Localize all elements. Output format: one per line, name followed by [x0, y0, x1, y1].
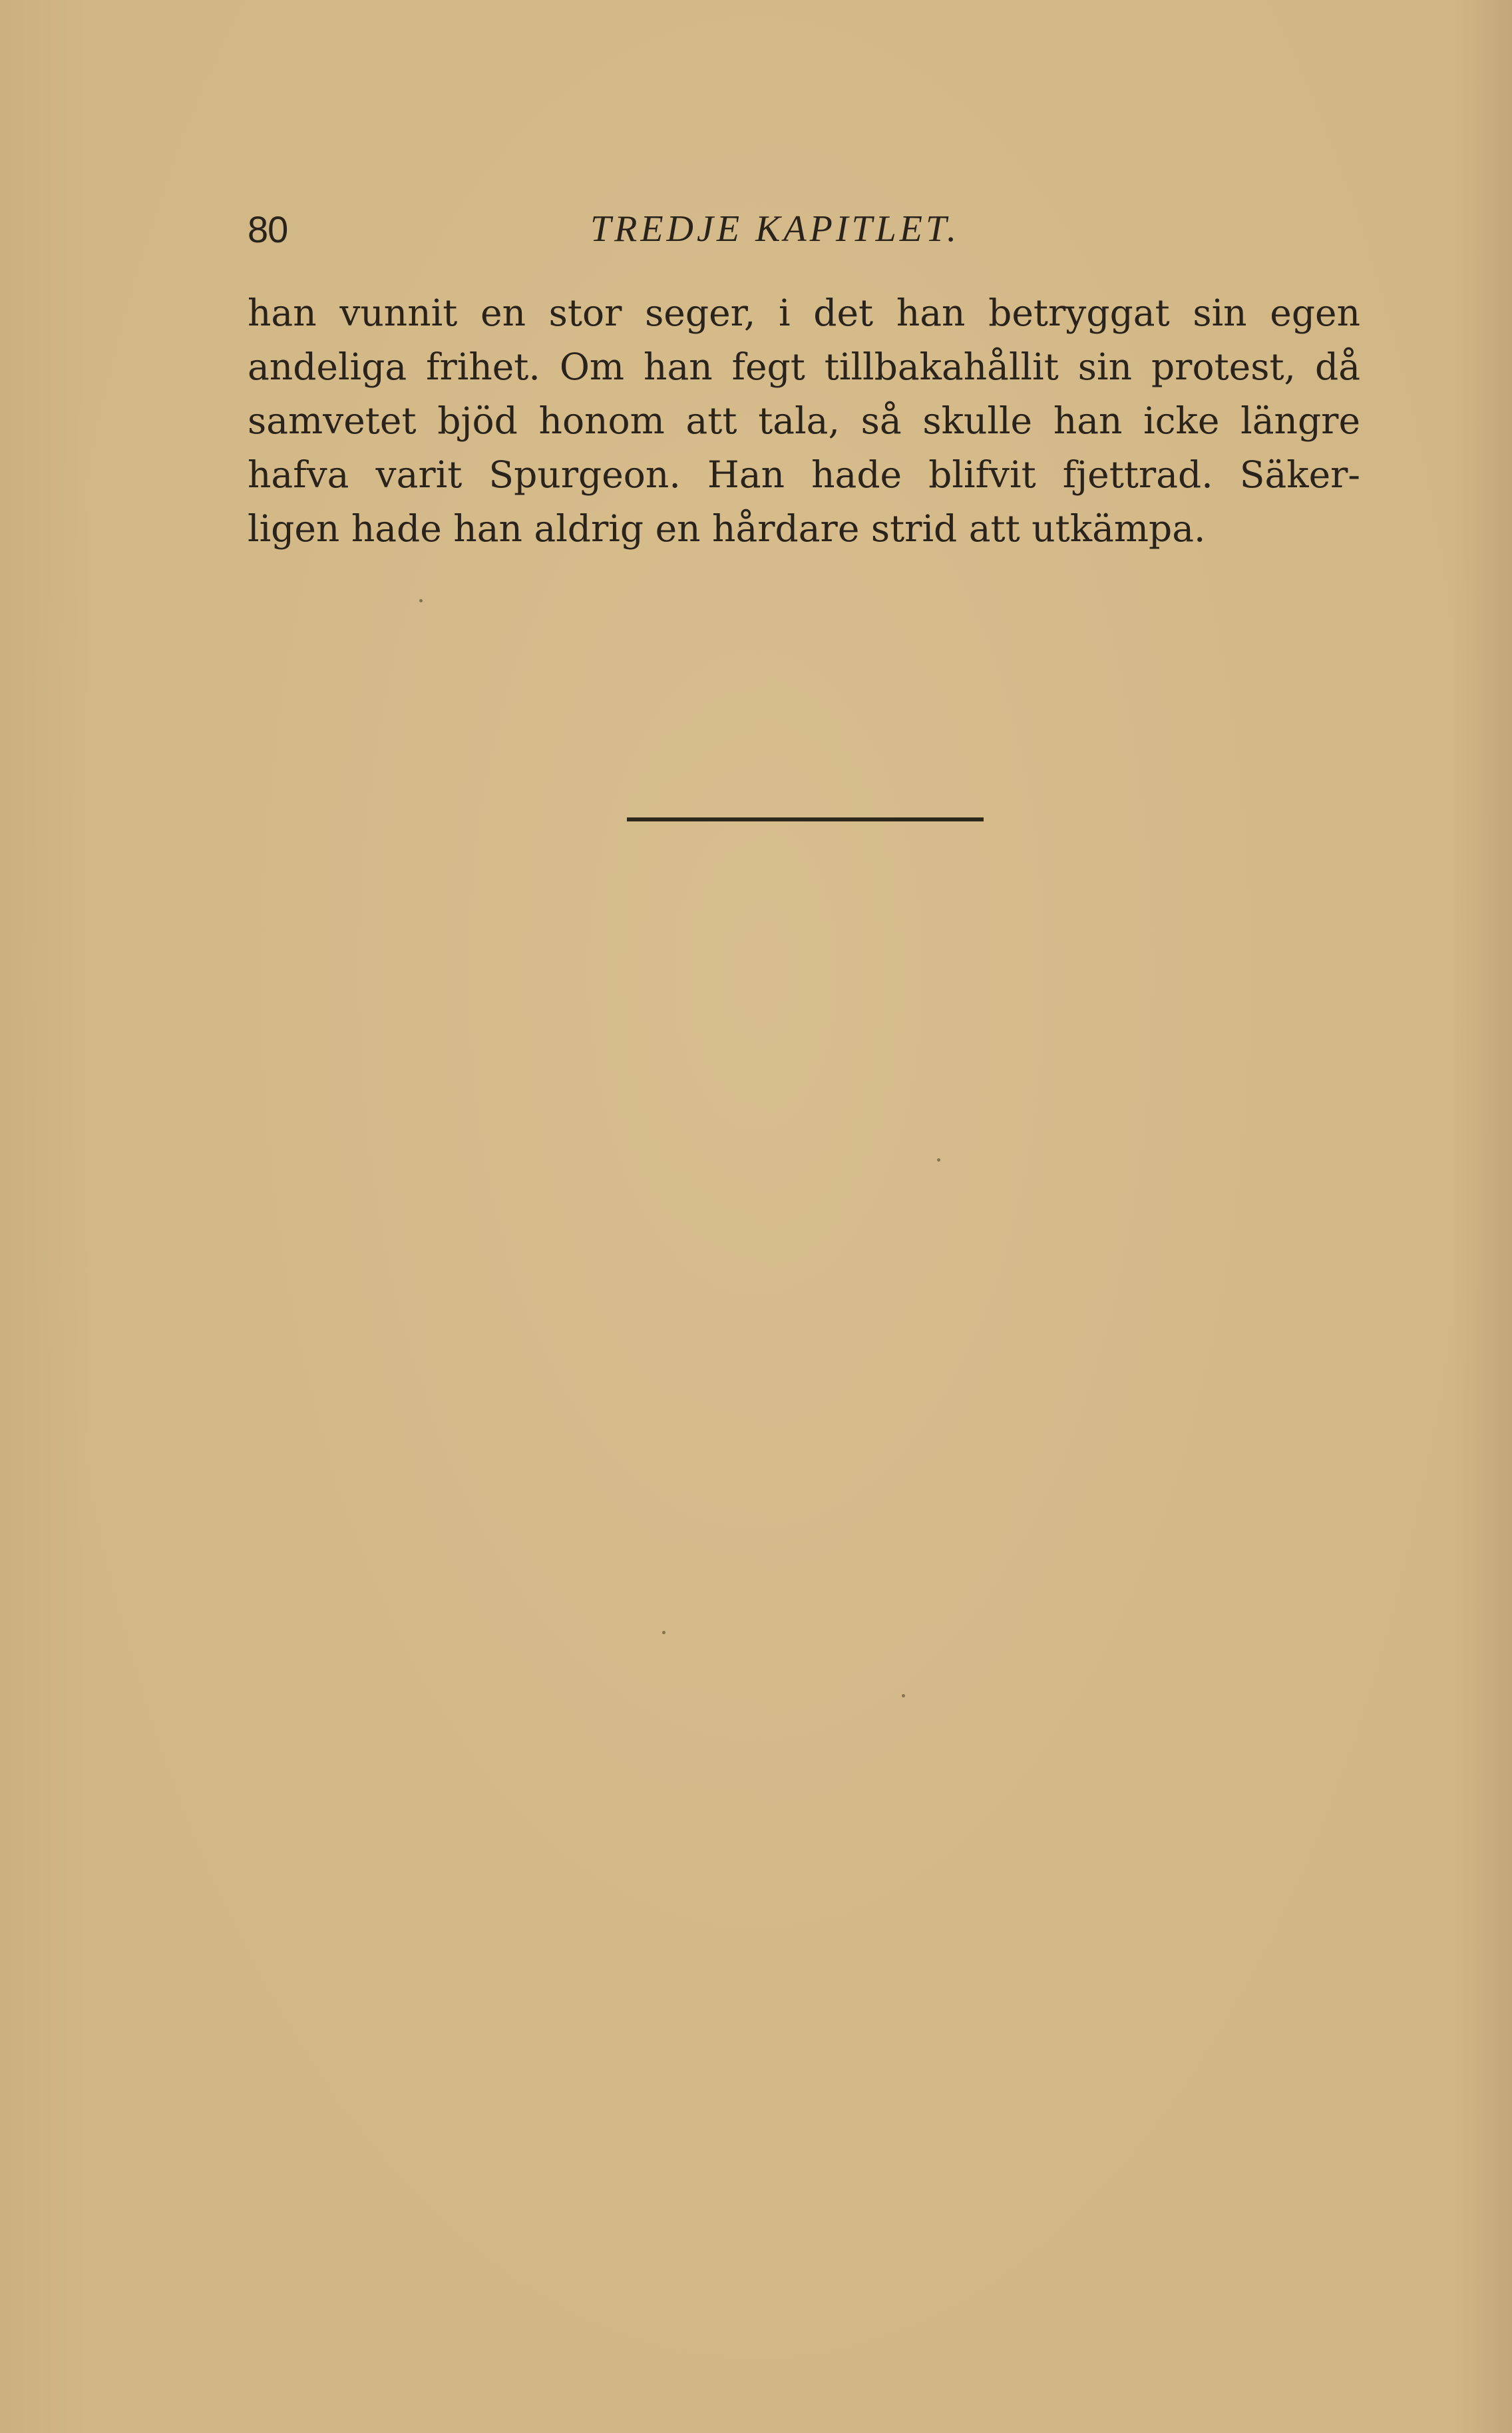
paper-speck — [419, 599, 423, 602]
text-line: andeliga frihet. Om han fegt tillbakahållit sin protest, då — [248, 345, 1360, 388]
section-end-rule — [627, 817, 984, 821]
text-line: han vunnit en stor seger, i det han betryggat sin egen — [248, 292, 1360, 334]
page-number: 80 — [248, 208, 288, 250]
running-head — [248, 208, 1366, 254]
text-line: ligen hade han aldrig en hårdare strid att utkämpa. — [248, 507, 1206, 550]
paragraph — [248, 286, 1360, 556]
paper-speck — [902, 1694, 905, 1697]
text-line: samvetet bjöd honom att tala, så skulle han icke längre — [248, 399, 1360, 442]
paper-speck — [662, 1631, 665, 1634]
chapter-title: TREDJE KAPITLET. — [590, 208, 960, 250]
text-line: hafva varit Spurgeon. Han hade blifvit fjettrad. Säker- — [248, 453, 1360, 496]
paper-speck — [937, 1158, 940, 1162]
